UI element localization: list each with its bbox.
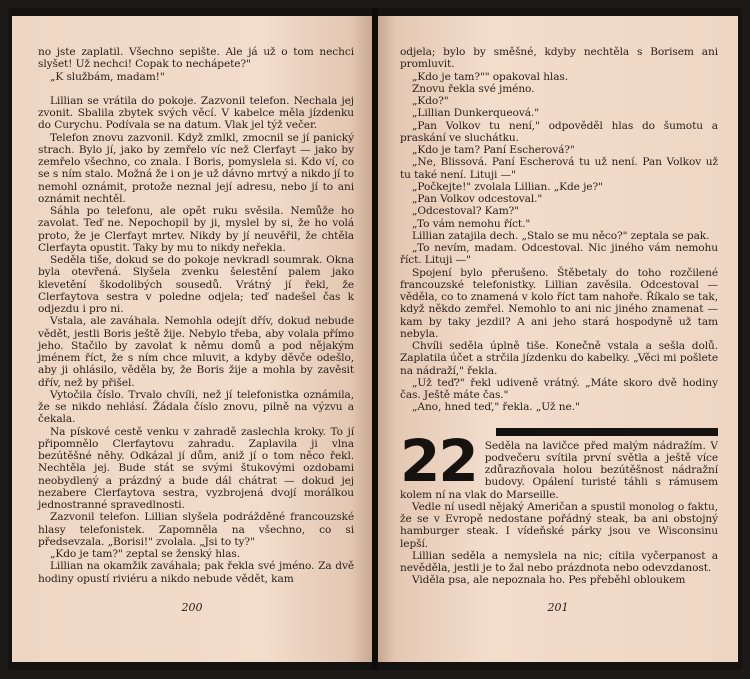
paragraph: „Kdo?" bbox=[412, 95, 449, 107]
paragraph: „Kdo je tam?"" opakoval hlas. bbox=[412, 70, 569, 83]
page-number-left: 200 bbox=[181, 601, 203, 614]
paragraph: Lillian zatajila dech. „Stalo se mu něco?" zeptala se pak. bbox=[412, 229, 710, 242]
paragraph: Na pískové cestě venku v zahradě zaslechla kroky. To jí připomnělo Clerfaytovu zahradu. Zaplavila ji vlna bezútěšné něhy. Odkázal jí dům, aniž jí o tom něco řekl. Nechtěla jej. Bude stát se svými štukovými ozdobami neobydlený a prázdný a bude dál chátrat — dokud jej nezabere Clerfaytova sestra, vyzbrojená dvojí morálkou jednostranné spravedlnosti. bbox=[38, 425, 354, 511]
paragraph: „Ano, hned teď," řekla. „Už ne." bbox=[412, 401, 580, 414]
open-book bbox=[8, 8, 742, 670]
page-number-right: 201 bbox=[547, 601, 569, 614]
paragraph: no jste zaplatil. Všechno sepište. Ale já už o tom nechci slyšet! Už nechci! Copak to nechápete?" bbox=[38, 46, 354, 71]
paragraph: Telefon znovu zazvonil. Když zmlkl, zmocnil se jí panický strach. Bylo jí, jako by zemřelo víc než Clerfayt — jako by zemřelo všechno, co znala. I Boris, pomyslela si. Kdo ví, co se s ním stalo. Možná že i on je už dávno mrtvý a nikdo jí to nemohl oznámit, protože neznal její adresu, nebo jí to ani oznámit nechtěl. bbox=[38, 131, 354, 205]
paragraph: Spojení bylo přerušeno. Štěbetaly do toho rozčilené francouzské telefonistky. Lillian zavěsila. Odcestoval — věděla, co to znamená v kolo říct tam nahoře. Říkalo se tak, když někdo zemřel. Nemohlo to ani nic jiného znamenat — kam by taky jezdil? A ani jeho stará hospodyně už tam nebyla. bbox=[400, 266, 718, 340]
paragraph: „Počkejte!" zvolala Lillian. „Kde je?" bbox=[412, 180, 603, 193]
paragraph: Seděla tiše, dokud se do pokoje nevkradl soumrak. Okna byla otevřená. Slyšela zvenku šelestění palem jako klevetění škodolibých sousedů. Vrátný jí řekl, že Clerfaytova sestra v poledne odjela; teď nadešel čas k odjezdu i pro ni. bbox=[38, 254, 354, 315]
paragraph: „Kdo je tam? Paní Escherová?" bbox=[412, 144, 575, 156]
paragraph: Viděla psa, ale nepoznala ho. Pes přeběhl obloukem bbox=[412, 574, 686, 587]
chapter-section bbox=[400, 428, 718, 587]
paragraph: Vstala, ale zaváhala. Nemohla odejít dřív, dokud nebude vědět, jestli Boris ještě žije. Nebylo třeba, aby volala přímo jeho. Stačilo by zavolat k němu domů a pod nějakým jménem říct, že s ním chce mluvit, a kdyby děvče odešlo, aby ji ohlásilo, věděla by, že Boris žije a mohla by zavěsit dřív, než by přišel. bbox=[38, 315, 354, 389]
left-page bbox=[12, 16, 372, 662]
right-page-text-top bbox=[400, 46, 718, 414]
paragraph: „K službám, madam!" bbox=[50, 70, 165, 83]
paragraph: Znovu řekla své jméno. bbox=[412, 82, 535, 95]
chapter-number: 22 bbox=[400, 426, 477, 495]
paragraph: Sáhla po telefonu, ale opět ruku svěsila. Nemůže ho zavolat. Teď ne. Nepochopil by ji, myslel by si, že ho volá proto, že je Clerfayt mrtev. Nikdy by jí neuvěřil, že chtěla Clerfayta opustit. Taky by mu to nikdy neřekla. bbox=[38, 205, 354, 254]
paragraph: „Ne, Blissová. Paní Escherová tu už není. Pan Volkov už tu také není. Lituji —" bbox=[400, 156, 718, 181]
left-page-text bbox=[38, 46, 354, 585]
chapter-rule bbox=[496, 428, 718, 436]
paragraph: „To vám nemohu říct." bbox=[412, 217, 531, 230]
paragraph: „Kdo je tam?" zeptal se ženský hlas. bbox=[50, 548, 241, 560]
paragraph: „To nevím, madam. Odcestoval. Nic jiného vám nemohu říct. Lituji —" bbox=[400, 242, 718, 267]
paragraph: odjela; bylo by směšné, kdyby nechtěla s Borisem ani promluvit. bbox=[400, 46, 718, 71]
paragraph: Vytočila číslo. Trvalo chvíli, než jí telefonistka oznámila, že se nikdo nehlásí. Žádala číslo znovu, pilně na výzvu a čekala. bbox=[38, 388, 354, 426]
paragraph: Zazvonil telefon. Lillian slyšela podrážděné francouzské hlasy telefonistek. Zapomněla na všechno, co si předsevzala. „Borisi!" zvolala. „Jsi to ty?" bbox=[38, 511, 354, 548]
paragraph: „Odcestoval? Kam?" bbox=[412, 205, 519, 218]
paragraph: „Lillian Dunkerqueová." bbox=[412, 107, 539, 120]
paragraph: Seděla na lavičce před malým nádražím. V podvečeru svítila první světla a ještě více zdůrazňovala holou bezútěšnost nádražní budovy. Opálení turisté táhli s rámusem kolem ní na vlak do Marseille. bbox=[400, 439, 718, 501]
paragraph: Chvíli seděla úplně tiše. Konečně vstala a sešla dolů. Zaplatila účet a strčila jízdenku do kabelky. „Věci mi pošlete na nádraží," řekla. bbox=[400, 340, 718, 377]
paragraph: Lillian se vrátila do pokoje. Zazvonil telefon. Nechala jej zvonit. Sbalila zbytek svých věcí. V kabelce měla jízdenku do Curychu. Podívala se na datum. Vlak jel týž večer. bbox=[38, 94, 354, 132]
right-page bbox=[378, 16, 738, 662]
paragraph: „Pan Volkov tu není," odpověděl hlas do šumotu a praskání ve sluchátku. bbox=[400, 119, 718, 144]
paragraph: Vedle ní usedl nějaký Američan a spustil monolog o faktu, že se v Evropě nedostane pořádný steak, ba ani obstojný hamburger steak. I vídeňské párky jsou ve Wisconsinu lepší. bbox=[400, 500, 718, 550]
paragraph: „Už teď?" řekl udiveně vrátný. „Máte skoro dvě hodiny čas. Ještě máte čas." bbox=[400, 376, 718, 401]
paragraph: „Pan Volkov odcestoval." bbox=[412, 193, 543, 205]
paragraph: Lillian na okamžik zaváhala; pak řekla své jméno. Za dvě hodiny opustí riviéru a nikdo nebude vědět, kam bbox=[38, 560, 354, 585]
paragraph: Lillian seděla a nemyslela na nic; cítila vyčerpanost a nevěděla, jestli je to žal nebo prázdnota nebo odevzdanost. bbox=[400, 549, 718, 574]
